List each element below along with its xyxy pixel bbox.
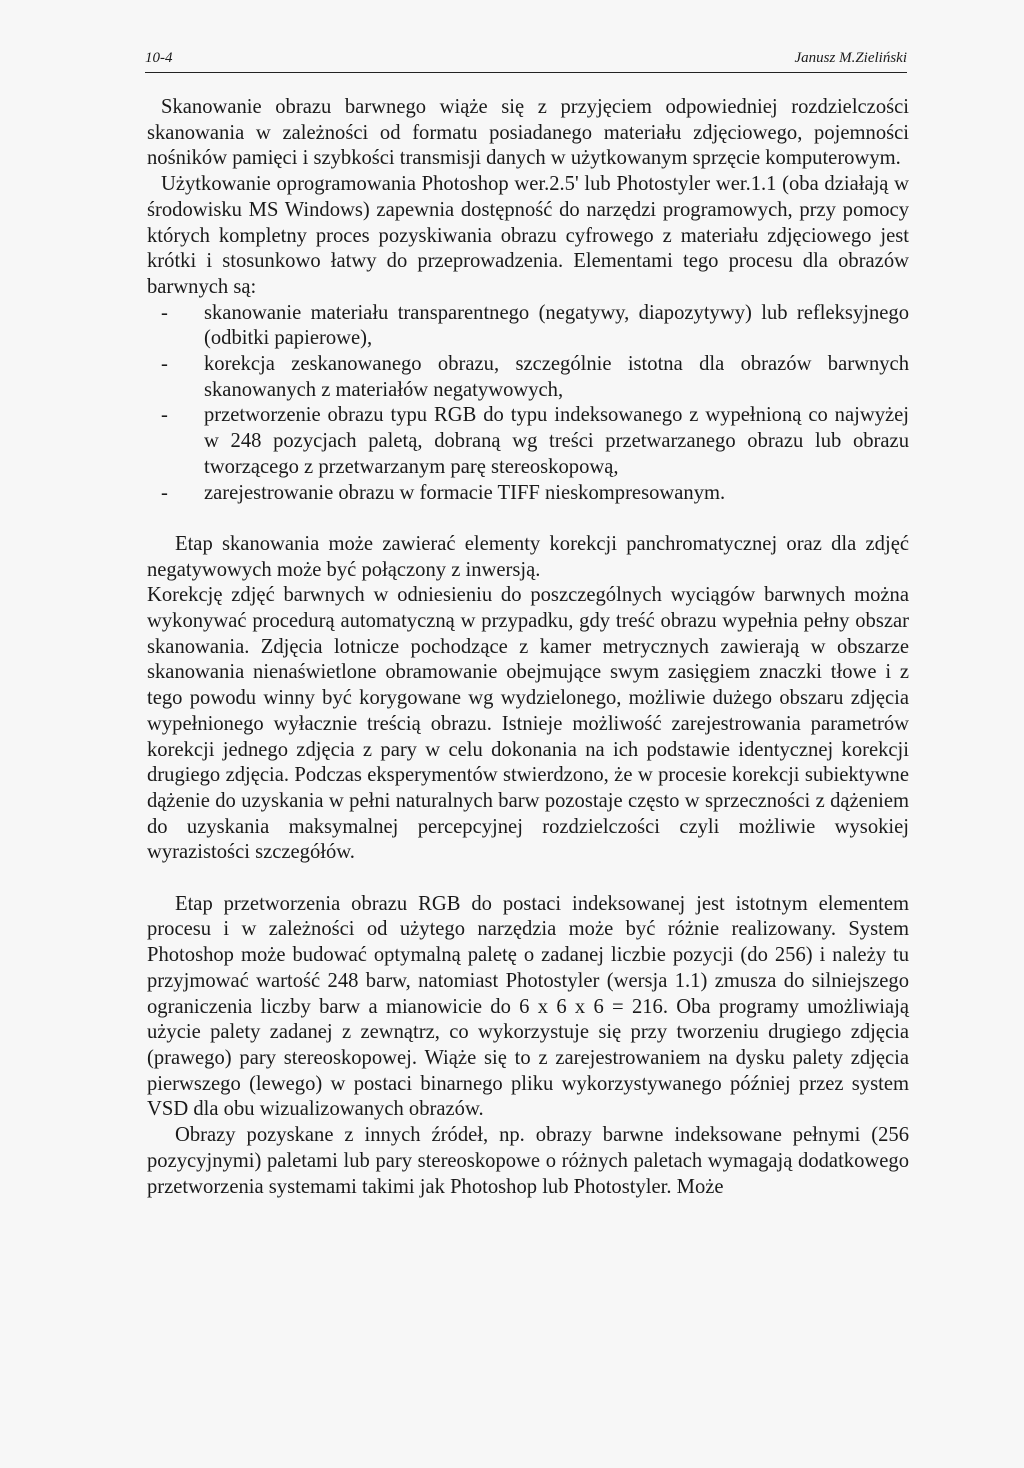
list-item (161, 301, 909, 352)
list-item (161, 403, 909, 480)
list-item-text: skanowanie materiału transparentnego (negatywy, diapozytywy) lub refleksyjnego (odbitki papierowe), (204, 301, 909, 350)
list-item-text: zarejestrowanie obrazu w formacie TIFF nieskompresowanym. (204, 481, 726, 504)
list-item-text: przetworzenie obrazu typu RGB do typu indeksowanego z wypełnioną co najwyżej w 248 pozycjach paletą, dobraną wg treści przetwarzanego obrazu lub obrazu tworzącego z przetwarzanym parę stereoskopową, (204, 404, 909, 478)
list-dash: - (161, 404, 168, 427)
paragraph-6: Obrazy pozyskane z innych źródeł, np. obrazy barwne indeksowane pełnymi (256 pozycyjnymi) paletami lub pary stereoskopowe o różnych paletach wymagają dodatkowego przetworzenia systemami takimi jak Photoshop lub Photostyler. Może (147, 1124, 909, 1198)
list-item-text: korekcja zeskanowanego obrazu, szczególnie istotna dla obrazów barwnych skanowanych z materiałów negatywowych, (204, 353, 909, 401)
list-item (161, 481, 909, 507)
author-name: Janusz M.Zieliński (794, 50, 907, 66)
list-dash: - (161, 481, 168, 504)
process-steps-list (147, 301, 909, 507)
page-number: 10-4 (145, 50, 173, 66)
paragraph-gap (147, 866, 909, 892)
page-header (145, 46, 907, 73)
list-dash: - (161, 301, 168, 324)
paragraph-4: Korekcję zdjęć barwnych w odniesieniu do poszczególnych wyciągów barwnych można wykonywać procedurą automatyczną w przypadku, gdy treść obrazu wypełnia pełny obszar skanowania. Zdjęcia lotnicze pochodzące z kamer metrycznych zawierają w obszarze skanowania nienaświetlone obramowanie obejmujące swym zasięgiem znaczki tłowe i z tego powodu winny być korygowane wg wydzielonego, możliwie dużego obszaru zdjęcia wypełnionego wyłacznie treścią obrazu. Istnieje możliwość zarejestrowania parametrów korekcji jednego zdjęcia z pary w celu dokonania na ich podstawie identycznej korekcji drugiego zdjęcia. Podczas eksperymentów stwierdzono, że w procesie korekcji subiektywne dążenie do uzyskania w pełni naturalnych barw pozostaje często w sprzeczności z dążeniem do uzyskania maksymalnej percepcyjnej rozdzielczości czyli możliwie wysokiej wyrazistości szczegółów. (147, 584, 909, 864)
paragraph-5: Etap przetworzenia obrazu RGB do postaci indeksowanej jest istotnym elementem procesu i w zależności od użytego narzędzia może być różnie realizowany. System Photoshop może budować optymalną paletę o zadanej liczbie pozycji (do 256) i należy tu przyjmować wartość 248 barw, natomiast Photostyler (wersja 1.1) zmusza do silniejszego ograniczenia liczby barw a mianowicie do 6 x 6 x 6 = 216. Oba programy umożliwiają użycie palety zadanej z zewnątrz, co wykorzystuje się przy tworzeniu drugiego zdjęcia (prawego) pary stereoskopowej. Wiąże się to z zarejestrowaniem na dysku palety zdjęcia pierwszego (lewego) w postaci binarnego pliku wykorzystywanego później przez system VSD dla obu wizualizowanych obrazów. (147, 892, 909, 1121)
paragraph-1: Skanowanie obrazu barwnego wiąże się z przyjęciem odpowiedniej rozdzielczości skanowania w zależności od formatu posiadanego materiału zdjęciowego, pojemności nośników pamięci i szybkości transmisji danych w użytkowanym sprzęcie komputerowym. (147, 96, 909, 170)
paragraph-3: Etap skanowania może zawierać elementy korekcji panchromatycznej oraz dla zdjęć negatywowych może być połączony z inwersją. (147, 532, 909, 581)
paragraph-gap (147, 506, 909, 532)
paragraph-2: Użytkowanie oprogramowania Photoshop wer.2.5' lub Photostyler wer.1.1 (oba działają w środowisku MS Windows) zapewnia dostępność do narzędzi programowych, przy pomocy których kompletny proces pozyskiwania obrazu cyfrowego z materiału zdjęciowego jest krótki i stosunkowo łatwy do przeprowadzenia. Elementami tego procesu dla obrazów barwnych są: (147, 173, 909, 298)
page-body (147, 95, 909, 1200)
list-item (161, 352, 909, 403)
list-dash: - (161, 353, 168, 376)
